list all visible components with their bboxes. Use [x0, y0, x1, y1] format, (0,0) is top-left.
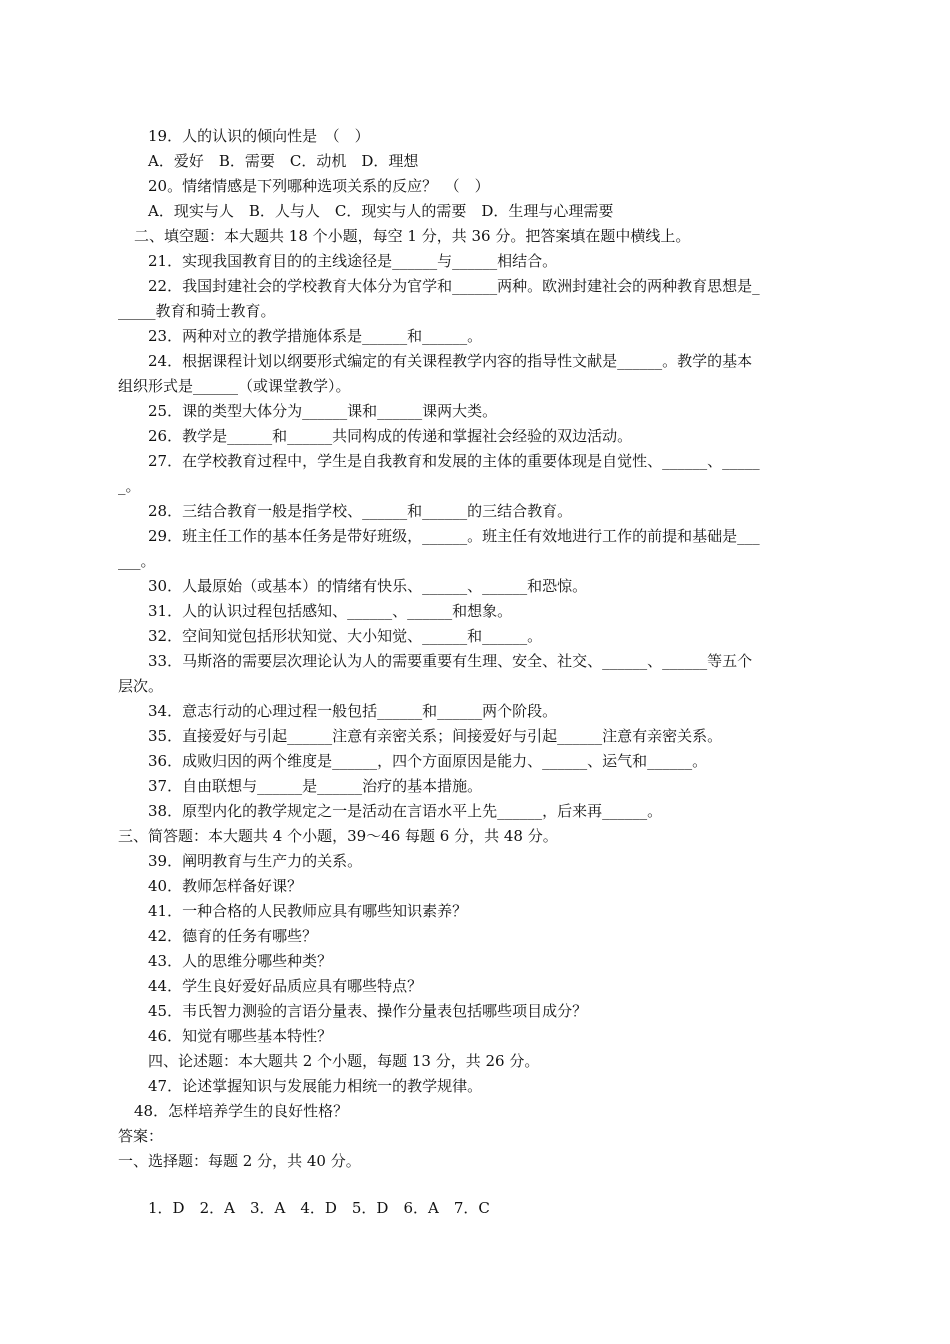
question-31: 31．人的认识过程包括感知、______、______和想象。	[148, 602, 513, 620]
question-23: 23．两种对立的教学措施体系是______和______。	[148, 327, 483, 345]
answers-section-choice: 一、选择题：每题 2 分，共 40 分。	[118, 1152, 361, 1170]
question-21: 21．实现我国教育目的的主线途径是______与______相结合。	[148, 252, 558, 270]
question-32: 32．空间知觉包括形状知觉、大小知觉、______和______。	[148, 627, 543, 645]
section-heading-short-answer: 三、简答题：本大题共 4 个小题，39～46 每题 6 分，共 48 分。	[118, 827, 558, 845]
question-46: 46．知觉有哪些基本特性？	[148, 1027, 333, 1045]
question-22-cont: _____教育和骑士教育。	[118, 302, 276, 320]
question-33: 33．马斯洛的需要层次理论认为人的需要重要有生理、安全、社交、______、______等五个	[148, 652, 753, 670]
question-42: 42．德育的任务有哪些？	[148, 927, 318, 945]
question-39: 39．阐明教育与生产力的关系。	[148, 852, 363, 870]
question-26: 26．教学是______和______共同构成的传递和掌握社会经验的双边活动。	[148, 427, 633, 445]
question-25: 25．课的类型大体分为______课和______课两大类。	[148, 402, 498, 420]
question-40: 40．教师怎样备好课？	[148, 877, 303, 895]
question-47: 47．论述掌握知识与发展能力相统一的教学规律。	[148, 1077, 483, 1095]
question-44: 44．学生良好爱好品质应具有哪些特点？	[148, 977, 423, 995]
question-24: 24．根据课程计划以纲要形式编定的有关课程教学内容的指导性文献是______。教学的基本	[148, 352, 753, 370]
question-28: 28．三结合教育一般是指学校、______和______的三结合教育。	[148, 502, 573, 520]
question-20-options: A．现实与人 B．人与人 C．现实与人的需要 D．生理与心理需要	[148, 202, 614, 220]
question-27: 27．在学校教育过程中，学生是自我教育和发展的主体的重要体现是自觉性、______、_____	[148, 452, 760, 470]
section-heading-essay: 四、论述题：本大题共 2 个小题，每题 13 分，共 26 分。	[148, 1052, 540, 1070]
question-29-cont: ___。	[118, 552, 156, 570]
question-35: 35．直接爱好与引起______注意有亲密关系；间接爱好与引起______注意有亲密关系。	[148, 727, 723, 745]
question-27-cont: _。	[118, 477, 141, 495]
question-34: 34．意志行动的心理过程一般包括______和______两个阶段。	[148, 702, 558, 720]
question-45: 45．韦氏智力测验的言语分量表、操作分量表包括哪些项目成分？	[148, 1002, 588, 1020]
question-36: 36．成败归因的两个维度是______，四个方面原因是能力、______、运气和______。	[148, 752, 708, 770]
question-48: 48．怎样培养学生的良好性格？	[134, 1102, 349, 1120]
question-33-cont: 层次。	[118, 677, 164, 695]
question-19-options: A．爱好 B．需要 C．动机 D．理想	[148, 152, 419, 170]
section-heading-fill-in: 二、填空题：本大题共 18 个小题，每空 1 分，共 36 分。把答案填在题中横线上。	[134, 227, 691, 245]
question-19: 19．人的认识的倾向性是 （ ）	[148, 127, 370, 145]
answers-row: 1．D 2．A 3．A 4．D 5．D 6．A 7．C	[148, 1199, 490, 1217]
question-22: 22．我国封建社会的学校教育大体分为官学和______两种。欧洲封建社会的两种教育思想是_	[148, 277, 760, 295]
question-29: 29．班主任工作的基本任务是带好班级，______。班主任有效地进行工作的前提和基础是___	[148, 527, 760, 545]
question-43: 43．人的思维分哪些种类？	[148, 952, 333, 970]
answers-heading: 答案：	[118, 1127, 164, 1145]
question-38: 38．原型内化的教学规定之一是活动在言语水平上先______，后来再______。	[148, 802, 663, 820]
question-37: 37．自由联想与______是______治疗的基本措施。	[148, 777, 483, 795]
question-41: 41．一种合格的人民教师应具有哪些知识素养？	[148, 902, 468, 920]
question-20: 20。情绪情感是下列哪种选项关系的反应？ （ ）	[148, 177, 490, 195]
question-30: 30．人最原始（或基本）的情绪有快乐、______、______和恐惊。	[148, 577, 588, 595]
question-24-cont: 组织形式是______（或课堂教学）。	[118, 377, 351, 395]
